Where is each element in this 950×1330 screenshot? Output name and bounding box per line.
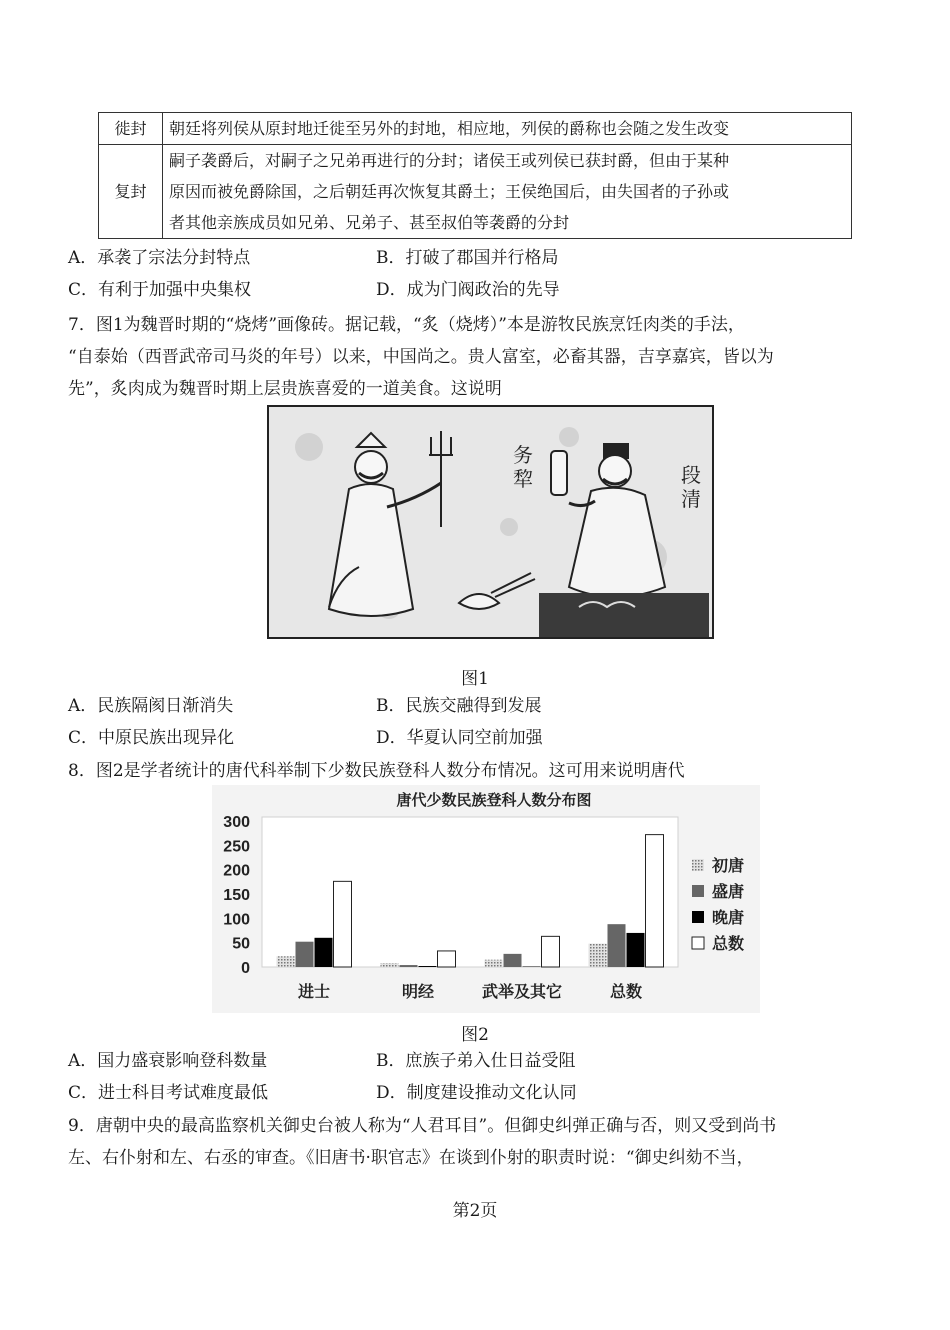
bar (646, 835, 664, 967)
q8-option-d: D．制度建设推动文化认同 (376, 1083, 577, 1103)
q7-stem (68, 309, 888, 405)
q7-option-c: C．中原民族出现异化 (68, 728, 235, 748)
table-desc-line: 者其他亲族成员如兄弟、兄弟子、甚至叔伯等袭爵的分封 (169, 213, 570, 232)
figure-2-caption: 图2 (461, 1025, 489, 1045)
figure-1-caption: 图1 (461, 669, 489, 689)
page-number: 第2页 (452, 1201, 498, 1221)
legend-label: 盛唐 (712, 884, 745, 901)
bar (381, 963, 399, 967)
bar (277, 956, 295, 967)
y-tick-label: 100 (223, 911, 250, 929)
q9-stem (68, 1110, 888, 1174)
table-term: 徙封 (99, 113, 163, 145)
bar (542, 936, 560, 967)
x-tick-label: 武举及其它 (481, 984, 563, 1001)
q9-line: 左、右仆射和左、右丞的审查。《旧唐书·职官志》在谈到仆射的职责时说：“御史纠劾不当， (68, 1148, 754, 1168)
brick-relief-image (267, 405, 714, 639)
q7-line: 先”，炙肉成为魏晋时期上层贵族喜爱的一道美食。这说明 (68, 379, 502, 399)
table-term: 复封 (99, 145, 163, 239)
x-tick-label: 明经 (401, 984, 435, 1001)
q8-option-c: C．进士科目考试难度最低 (68, 1083, 269, 1103)
bar (627, 933, 645, 967)
q7-option-a: A．民族隔阂日渐消失 (68, 696, 234, 716)
legend-label: 总数 (712, 936, 745, 953)
brick-relief-drawing (269, 407, 714, 639)
q7-option-b: B．民族交融得到发展 (376, 696, 542, 716)
legend-swatch (692, 911, 704, 923)
legend-swatch (692, 937, 704, 949)
q8-stem: 8．图2是学者统计的唐代科举制下少数民族登科人数分布情况。这可用来说明唐代 (68, 761, 685, 781)
bar (485, 960, 503, 967)
table-desc (163, 145, 852, 239)
bar (589, 944, 607, 967)
bar (419, 966, 437, 967)
bar (315, 938, 333, 967)
illus-label-right: 段清 (681, 463, 701, 511)
table-desc-line: 嗣子袭爵后，对嗣子之兄弟再进行的分封；诸侯王或列侯已获封爵，但由于某种 (169, 151, 730, 170)
illus-label-left: 务犂 (513, 443, 533, 491)
y-tick-label: 250 (223, 838, 250, 856)
q9-line: 9．唐朝中央的最高监察机关御史台被人称为“人君耳目”。但御史纠弹正确与否，则又受到尚书 (68, 1116, 777, 1136)
table-row (99, 145, 852, 239)
q8-option-a: A．国力盛衰影响登科数量 (68, 1051, 268, 1071)
x-tick-label: 进士 (297, 984, 331, 1001)
legend-swatch (692, 885, 704, 897)
x-tick-label: 总数 (609, 984, 643, 1001)
q7-line: 7．图1为魏晋时期的“烧烤”画像砖。据记载，“炙（烧烤）”本是游牧民族烹饪肉类的手法， (68, 315, 745, 335)
legend-label: 初唐 (712, 858, 745, 875)
chart-title: 唐代少数民族登科人数分布图 (396, 792, 592, 809)
q8-option-b: B．庶族子弟入仕日益受阻 (376, 1051, 576, 1071)
q6-option-a: A．承袭了宗法分封特点 (68, 248, 251, 268)
table-desc: 朝廷将列侯从原封地迁徙至另外的封地，相应地，列侯的爵称也会随之发生改变 (163, 113, 852, 145)
y-tick-label: 50 (232, 935, 250, 953)
legend-swatch (692, 859, 704, 871)
legend-label: 晚唐 (712, 910, 745, 927)
policy-table (98, 112, 852, 239)
q6-option-d: D．成为门阀政治的先导 (376, 280, 560, 300)
bar (334, 881, 352, 967)
bar (296, 942, 314, 967)
table-desc-line: 原因而被免爵除国，之后朝廷再次恢复其爵土；王侯绝国后，由失国者的子孙或 (169, 182, 730, 201)
y-tick-label: 150 (223, 887, 250, 904)
y-tick-label: 200 (223, 862, 250, 880)
q7-line: “自泰始（西晋武帝司马炎的年号）以来，中国尚之。贵人富室，必畜其器，吉享嘉宾，皆以为 (68, 347, 774, 367)
q6-option-c: C．有利于加强中央集权 (68, 280, 252, 300)
bar (438, 951, 456, 967)
bar-chart (212, 785, 760, 1013)
table-row (99, 113, 852, 145)
q7-option-d: D．华夏认同空前加强 (376, 728, 543, 748)
bar (608, 924, 626, 967)
y-tick-label: 0 (241, 960, 250, 977)
q6-option-b: B．打破了郡国并行格局 (376, 248, 559, 268)
y-tick-label: 300 (223, 814, 250, 831)
bar (400, 965, 418, 967)
bar (504, 954, 522, 967)
